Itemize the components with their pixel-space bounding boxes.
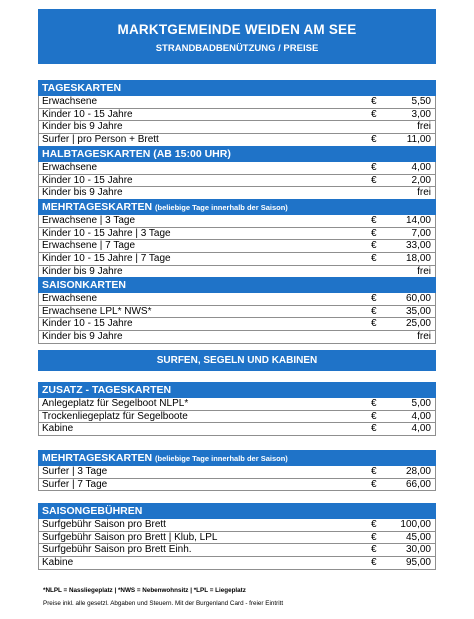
currency-symbol: € bbox=[371, 531, 377, 543]
page-title: MARKTGEMEINDE WEIDEN AM SEE bbox=[117, 22, 357, 37]
price-label: Erwachsene bbox=[42, 162, 98, 173]
price-value: frei bbox=[417, 121, 431, 133]
section-title: SAISONGEBÜHREN bbox=[42, 505, 143, 517]
price-label: Kabine bbox=[42, 557, 74, 569]
header-banner bbox=[38, 9, 436, 64]
price-label: Surfgebühr Saison pro Brett Einh. bbox=[42, 544, 192, 556]
section-zusatz-tageskarten bbox=[38, 382, 436, 436]
price-value: 33,00 bbox=[405, 240, 431, 252]
price-row bbox=[38, 479, 436, 492]
price-row bbox=[38, 331, 436, 344]
price-row bbox=[38, 519, 436, 532]
section-title: TAGESKARTEN bbox=[42, 82, 122, 94]
price-row bbox=[38, 175, 436, 188]
price-label: Surfgebühr Saison pro Brett bbox=[42, 519, 166, 530]
currency-symbol: € bbox=[371, 305, 377, 317]
price-value: 4,00 bbox=[411, 162, 431, 173]
price-label: Kinder bis 9 Jahre bbox=[42, 331, 123, 343]
price-row bbox=[38, 532, 436, 545]
price-label: Erwachsene | 7 Tage bbox=[42, 240, 136, 252]
price-row bbox=[38, 228, 436, 241]
section-note: (beliebige Tage innerhalb der Saison) bbox=[154, 454, 288, 463]
price-label: Surfer | pro Person + Brett bbox=[42, 134, 159, 146]
price-value: 5,00 bbox=[411, 398, 431, 409]
currency-symbol: € bbox=[371, 240, 377, 252]
currency-symbol: € bbox=[371, 466, 377, 477]
price-value: 28,00 bbox=[405, 466, 431, 477]
price-label: Kinder 10 - 15 Jahre bbox=[42, 174, 133, 186]
price-label: Anlegeplatz für Segelboot NLPL* bbox=[42, 398, 189, 409]
price-label: Trockenliegeplatz für Segelboote bbox=[42, 410, 188, 422]
section-mehrtageskarten-surfer bbox=[38, 450, 436, 491]
price-label: Erwachsene | 3 Tage bbox=[42, 215, 136, 226]
price-value: 5,50 bbox=[411, 96, 431, 107]
page-subtitle: STRANDBADBENÜTZUNG / PREISE bbox=[155, 43, 319, 54]
section-title: SAISONKARTEN bbox=[42, 279, 127, 291]
price-value: 14,00 bbox=[405, 215, 431, 226]
price-label: Kinder bis 9 Jahre bbox=[42, 265, 123, 277]
price-value: 3,00 bbox=[411, 108, 431, 120]
price-row bbox=[38, 121, 436, 134]
currency-symbol: € bbox=[371, 215, 377, 226]
price-label: Kinder bis 9 Jahre bbox=[42, 187, 123, 199]
price-value: frei bbox=[417, 187, 431, 199]
section-title: MEHRTAGESKARTEN bbox=[42, 452, 153, 464]
currency-symbol: € bbox=[371, 293, 377, 304]
price-value: 18,00 bbox=[405, 253, 431, 265]
price-row bbox=[38, 96, 436, 109]
currency-symbol: € bbox=[371, 108, 377, 120]
currency-symbol: € bbox=[371, 318, 377, 330]
currency-symbol: € bbox=[371, 96, 377, 107]
price-row bbox=[38, 215, 436, 228]
footnote-disclaimer: Preise inkl. alle gesetzl. Abgaben und Steuern. Mit der Burgenland Card - freier Eintritt bbox=[43, 600, 284, 607]
price-value: 4,00 bbox=[411, 410, 431, 422]
price-label: Kinder 10 - 15 Jahre bbox=[42, 318, 133, 330]
currency-symbol: € bbox=[371, 410, 377, 422]
section-tageskarten bbox=[38, 80, 436, 147]
section-header bbox=[38, 80, 436, 96]
price-row bbox=[38, 162, 436, 175]
price-label: Erwachsene bbox=[42, 293, 98, 304]
section-mehrtageskarten bbox=[38, 199, 436, 278]
price-row bbox=[38, 109, 436, 122]
price-row bbox=[38, 293, 436, 306]
currency-symbol: € bbox=[371, 174, 377, 186]
price-label: Surfer | 7 Tage bbox=[42, 478, 108, 490]
currency-symbol: € bbox=[371, 423, 377, 435]
section-title: MEHRTAGESKARTEN bbox=[42, 201, 153, 213]
price-row bbox=[38, 466, 436, 479]
price-value: 60,00 bbox=[405, 293, 431, 304]
currency-symbol: € bbox=[371, 398, 377, 409]
currency-symbol: € bbox=[371, 227, 377, 239]
price-row bbox=[38, 398, 436, 411]
price-value: 4,00 bbox=[411, 423, 431, 435]
price-value: 2,00 bbox=[411, 174, 431, 186]
price-row bbox=[38, 134, 436, 147]
section-saisongebuehren bbox=[38, 503, 436, 570]
section-halbtageskarten bbox=[38, 146, 436, 200]
price-value: 45,00 bbox=[405, 531, 431, 543]
section-header bbox=[38, 146, 436, 162]
price-row bbox=[38, 306, 436, 319]
section-banner-surfen: SURFEN, SEGELN UND KABINEN bbox=[38, 350, 436, 371]
currency-symbol: € bbox=[371, 162, 377, 173]
section-header bbox=[38, 382, 436, 398]
price-row bbox=[38, 318, 436, 331]
section-saisonkarten bbox=[38, 277, 436, 344]
section-header bbox=[38, 199, 436, 215]
price-value: 95,00 bbox=[405, 557, 431, 569]
price-value: 7,00 bbox=[411, 227, 431, 239]
price-row bbox=[38, 411, 436, 424]
price-label: Erwachsene bbox=[42, 96, 98, 107]
currency-symbol: € bbox=[371, 544, 377, 556]
price-label: Erwachsene LPL* NWS* bbox=[42, 305, 152, 317]
currency-symbol: € bbox=[371, 478, 377, 490]
price-row bbox=[38, 557, 436, 570]
price-label: Kinder bis 9 Jahre bbox=[42, 121, 123, 133]
price-label: Kinder 10 - 15 Jahre | 7 Tage bbox=[42, 253, 171, 265]
price-row bbox=[38, 544, 436, 557]
price-value: 66,00 bbox=[405, 478, 431, 490]
currency-symbol: € bbox=[371, 519, 377, 530]
footnote-legend: *NLPL = Nassliegeplatz | *NWS = Nebenwohnsitz | *LPL = Liegeplatz bbox=[43, 587, 246, 594]
currency-symbol: € bbox=[371, 253, 377, 265]
section-note: (beliebige Tage innerhalb der Saison) bbox=[154, 203, 288, 212]
currency-symbol: € bbox=[371, 557, 377, 569]
price-label: Surfgebühr Saison pro Brett | Klub, LPL bbox=[42, 531, 218, 543]
section-header bbox=[38, 503, 436, 519]
price-label: Kinder 10 - 15 Jahre | 3 Tage bbox=[42, 227, 171, 239]
section-header bbox=[38, 277, 436, 293]
currency-symbol: € bbox=[371, 134, 377, 146]
price-label: Surfer | 3 Tage bbox=[42, 466, 108, 477]
price-value: 35,00 bbox=[405, 305, 431, 317]
price-label: Kinder 10 - 15 Jahre bbox=[42, 108, 133, 120]
section-header bbox=[38, 450, 436, 466]
price-value: 11,00 bbox=[406, 134, 431, 146]
section-title: HALBTAGESKARTEN (AB 15:00 UHR) bbox=[42, 148, 231, 160]
price-value: 100,00 bbox=[400, 519, 431, 530]
price-value: 25,00 bbox=[405, 318, 431, 330]
price-value: frei bbox=[417, 331, 431, 343]
price-row bbox=[38, 423, 436, 436]
section-title: ZUSATZ - TAGESKARTEN bbox=[42, 384, 172, 396]
price-value: 30,00 bbox=[405, 544, 431, 556]
price-value: frei bbox=[417, 265, 431, 277]
price-row bbox=[38, 240, 436, 253]
price-label: Kabine bbox=[42, 423, 74, 435]
price-row bbox=[38, 253, 436, 266]
